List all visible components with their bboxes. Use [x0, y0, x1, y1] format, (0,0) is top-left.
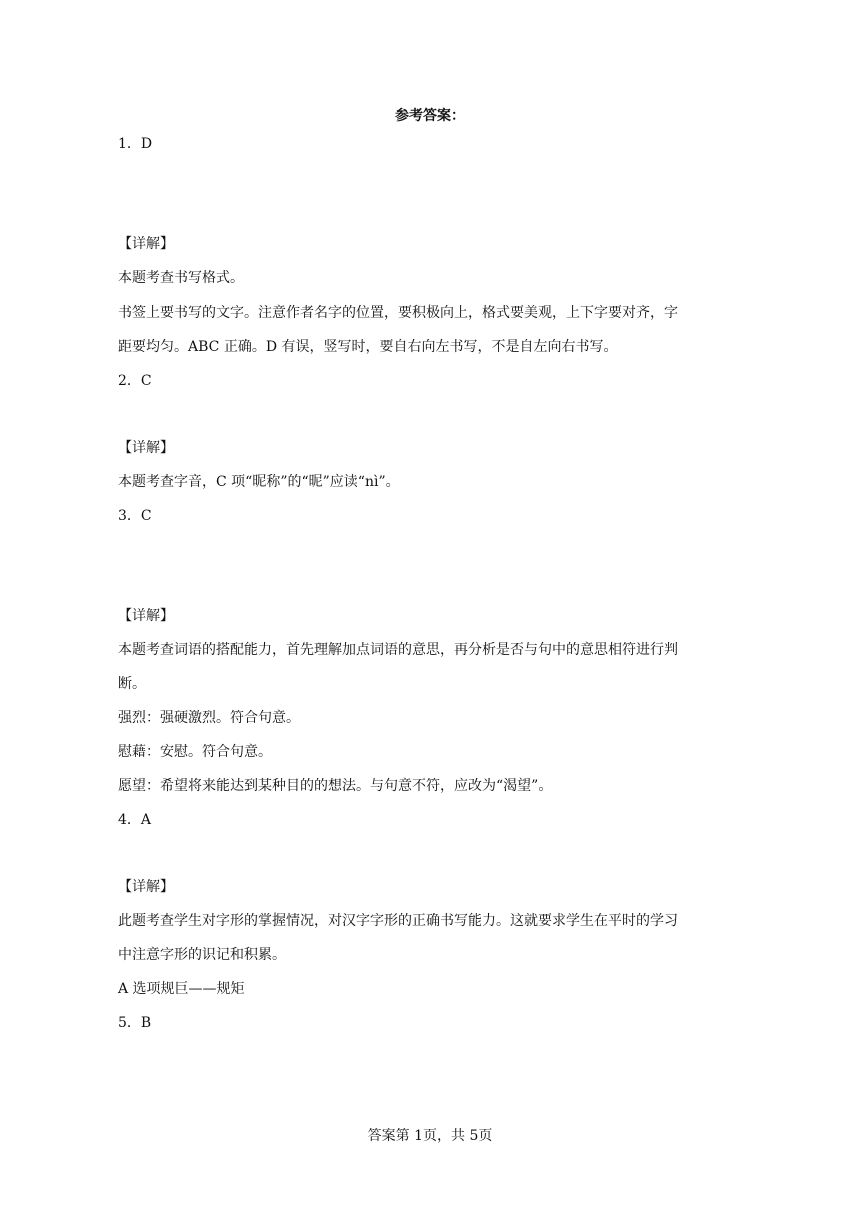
- answer-1-line-2: 书签上要书写的文字。注意作者名字的位置，要积极向上，格式要美观，上下字要对齐，字: [118, 305, 678, 321]
- answer-4-line-1: 此题考查学生对字形的掌握情况，对汉字字形的正确书写能力。这就要求学生在平时的学习: [118, 913, 678, 929]
- answer-4-line-2: 中注意字形的识记和积累。: [118, 947, 286, 963]
- answer-number-2: 2．C: [118, 373, 152, 389]
- answer-2-line-1: 本题考查字音，C 项“昵称”的“昵”应读“nì”。: [118, 474, 400, 490]
- answer-number-3: 3．C: [118, 508, 152, 524]
- answer-3-line-5: 愿望：希望将来能达到某种目的的想法。与句意不符，应改为“渴望”。: [118, 778, 553, 794]
- page-title: 参考答案：: [395, 108, 465, 124]
- answer-number-5: 5．B: [118, 1015, 152, 1031]
- answer-3-line-2: 断。: [118, 676, 146, 692]
- answer-1-line-3: 距要均匀。ABC 正确。D 有误，竖写时，要自右向左书写，不是自左向右书写。: [118, 339, 618, 355]
- answer-detail-heading-4: 【详解】: [118, 879, 174, 895]
- answer-4-line-3: A 选项规巨——规矩: [118, 981, 245, 997]
- answer-number-4: 4．A: [118, 812, 152, 828]
- answer-detail-heading-1: 【详解】: [118, 236, 174, 252]
- answer-3-line-3: 强烈：强硬激烈。符合句意。: [118, 710, 300, 726]
- answer-3-line-4: 慰藉：安慰。符合句意。: [118, 744, 272, 760]
- answer-detail-heading-2: 【详解】: [118, 440, 174, 456]
- answer-3-line-1: 本题考查词语的搭配能力，首先理解加点词语的意思，再分析是否与句中的意思相符进行判: [118, 642, 678, 658]
- page-footer: 答案第 1页，共 5页: [367, 1128, 493, 1144]
- answer-number-1: 1．D: [118, 136, 153, 152]
- answer-detail-heading-3: 【详解】: [118, 608, 174, 624]
- answer-1-line-1: 本题考查书写格式。: [118, 270, 244, 286]
